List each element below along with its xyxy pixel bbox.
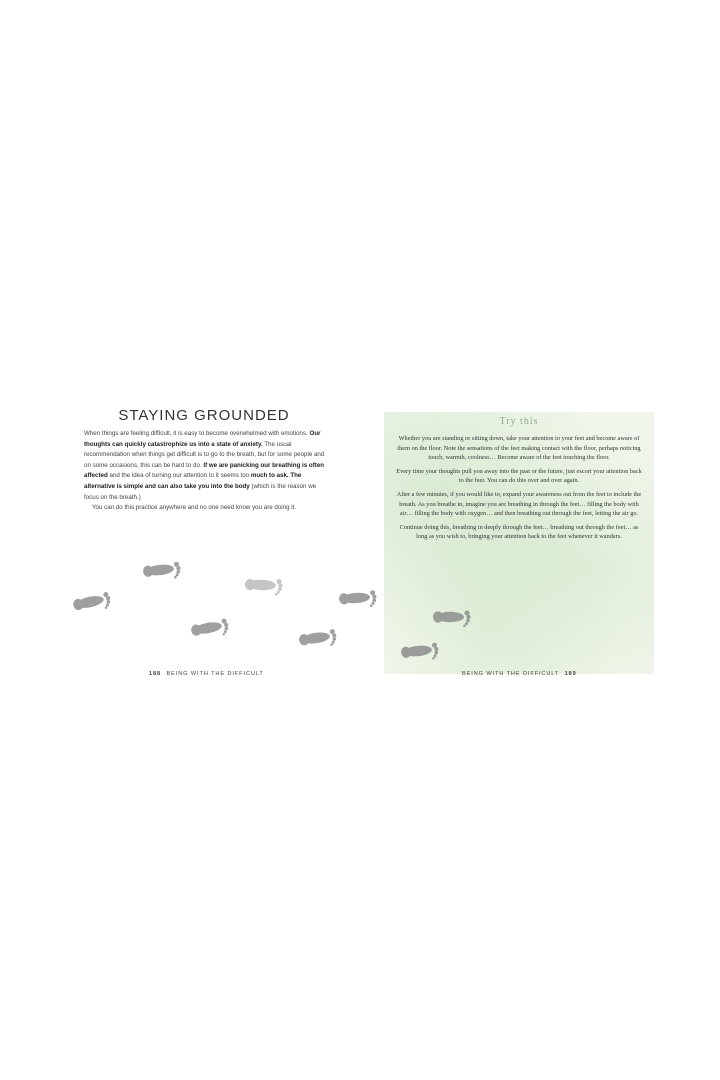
intro-paragraph bbox=[84, 429, 326, 503]
emphasis-text: Our thoughts can quickly catastrophize us into a state of anxiety. bbox=[84, 430, 321, 448]
running-head-left: BEING WITH THE DIFFICULT bbox=[166, 671, 264, 677]
instruction-paragraph: Every time your thoughts pull you away into the past or the future, just escort your attention back to the feet. You can do this over and over again. bbox=[396, 467, 642, 485]
instruction-paragraph: Continue doing this, breathing in deeply through the feet… breathing out through the feet… as long as you wish to, bringing your attention back to the feet whenever it wanders. bbox=[399, 523, 639, 541]
right-folio bbox=[462, 671, 580, 677]
book-spread bbox=[0, 395, 720, 695]
body-text: (which is the reason we focus on the breath.) bbox=[84, 482, 317, 501]
try-this-panel bbox=[384, 412, 654, 674]
intro-paragraph-2: You can do this practice anywhere and no one need know you are doing it. bbox=[92, 504, 297, 512]
page-title: STAYING GROUNDED bbox=[118, 407, 290, 424]
body-text: When things are feeling difficult, it is easy to become overwhelmed with emotions. bbox=[84, 430, 310, 437]
body-text: The usual recommendation when things get difficult is to go to the breath, but for some people and on some occasions, this can be hard to do. bbox=[84, 440, 325, 469]
try-this-heading: Try this bbox=[499, 416, 539, 427]
emphasis-text: If we are panicking our breathing is often affected bbox=[84, 461, 325, 480]
emphasis-text: much to ask. The alternative is simple and can also take you into the body bbox=[84, 472, 302, 490]
page-number-right: 189 bbox=[564, 671, 577, 677]
left-page bbox=[0, 395, 360, 695]
page-number-left: 188 bbox=[149, 671, 162, 677]
instruction-paragraph: Whether you are standing or sitting down, take your attention to your feet and become aware of them on the floor. Note the sensations of the feet making contact with the floor, perhaps noticing touch, warmth, coolness… Become aware of the feet touching the floor. bbox=[397, 435, 641, 462]
left-folio bbox=[146, 671, 264, 677]
instruction-paragraph: After a few minutes, if you would like to, expand your awareness out from the feet to include the breath. As you breathe in, imagine you are breathing in through the feet… filling the body with air… filling the body with oxygen… and then breathing out through the feet, letting the air go. bbox=[396, 490, 642, 518]
intro-text bbox=[84, 429, 326, 514]
body-text: and the idea of turning our attention to it seems too bbox=[107, 472, 251, 480]
running-head-right: BEING WITH THE DIFFICULT bbox=[462, 671, 560, 677]
try-this-text bbox=[396, 434, 642, 546]
